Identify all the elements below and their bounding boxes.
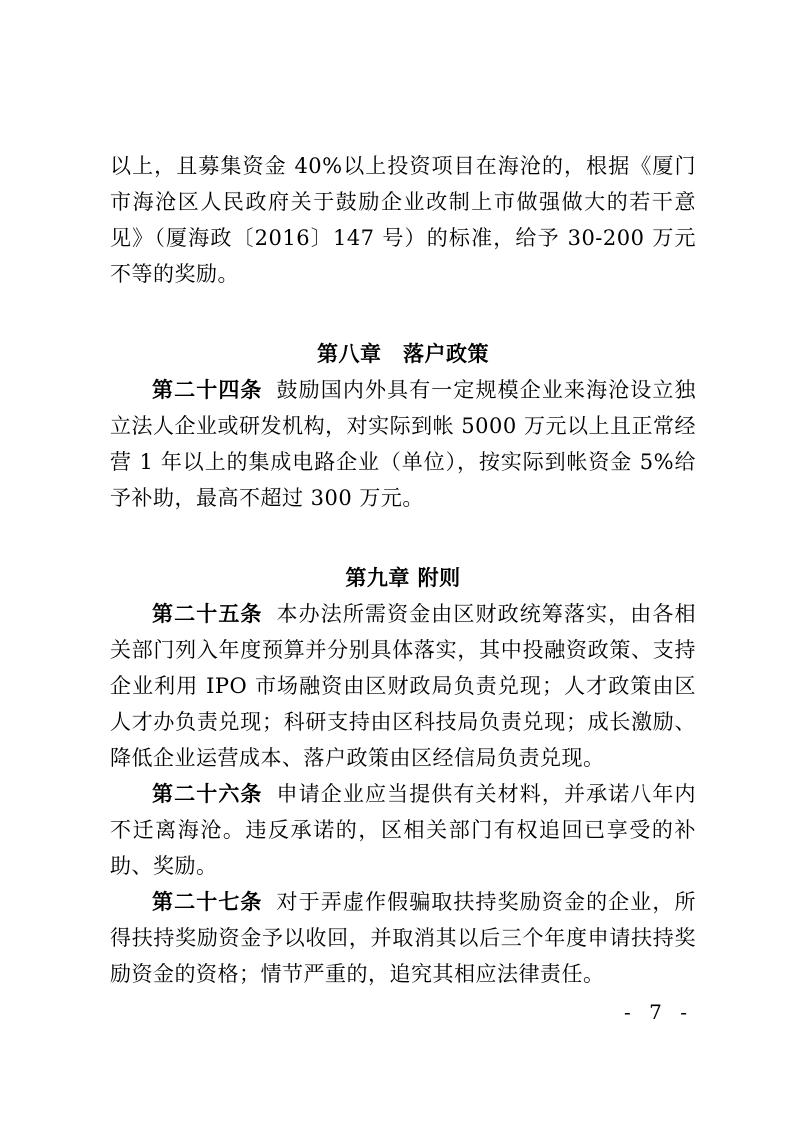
- article-26-text: 申请企业应当提供有关材料，并承诺八年内不迁离海沧。违反承诺的，区相关部门有权追回已享受的补助、奖励。: [110, 782, 697, 878]
- article-26-label: 第二十六条: [152, 782, 263, 806]
- paragraph-continuation: 以上，且募集资金 40%以上投资项目在海沧的，根据《厦门市海沧区人民政府关于鼓励企业改制上市做强做大的若干意见》（厦海政〔2016〕147 号）的标准，给予 30-200 万元不等的奖励。: [110, 154, 696, 286]
- chapter-8-heading: 第八章 落户政策: [317, 342, 489, 366]
- article-25: [110, 596, 696, 776]
- article-27: [110, 884, 696, 992]
- chapter-9-heading: 第九章 附则: [345, 566, 461, 590]
- page-number: - 7 -: [624, 1000, 693, 1024]
- article-24: [110, 372, 696, 516]
- article-27-text: 对于弄虚作假骗取扶持奖励资金的企业，所得扶持奖励资金予以收回，并取消其以后三个年度申请扶持奖励资金的资格；情节严重的，追究其相应法律责任。: [110, 890, 697, 986]
- document-page: [110, 148, 696, 992]
- article-26: [110, 776, 696, 884]
- article-25-label: 第二十五条: [152, 602, 263, 626]
- article-25-text: 本办法所需资金由区财政统筹落实，由各相关部门列入年度预算并分别具体落实，其中投融资政策、支持企业利用 IPO 市场融资由区财政局负责兑现；人才政策由区人才办负责兑现；科研支持由区科技局负责兑现；成长激励、降低企业运营成本、落户政策由区经信局负责兑现。: [110, 602, 697, 770]
- article-24-text: 鼓励国内外具有一定规模企业来海沧设立独立法人企业或研发机构，对实际到帐 5000 万元以上且正常经营 1 年以上的集成电路企业（单位），按实际到帐资金 5%给予补助，最高不超过 300 万元。: [110, 378, 697, 510]
- article-27-label: 第二十七条: [152, 890, 263, 914]
- article-24-label: 第二十四条: [152, 378, 263, 402]
